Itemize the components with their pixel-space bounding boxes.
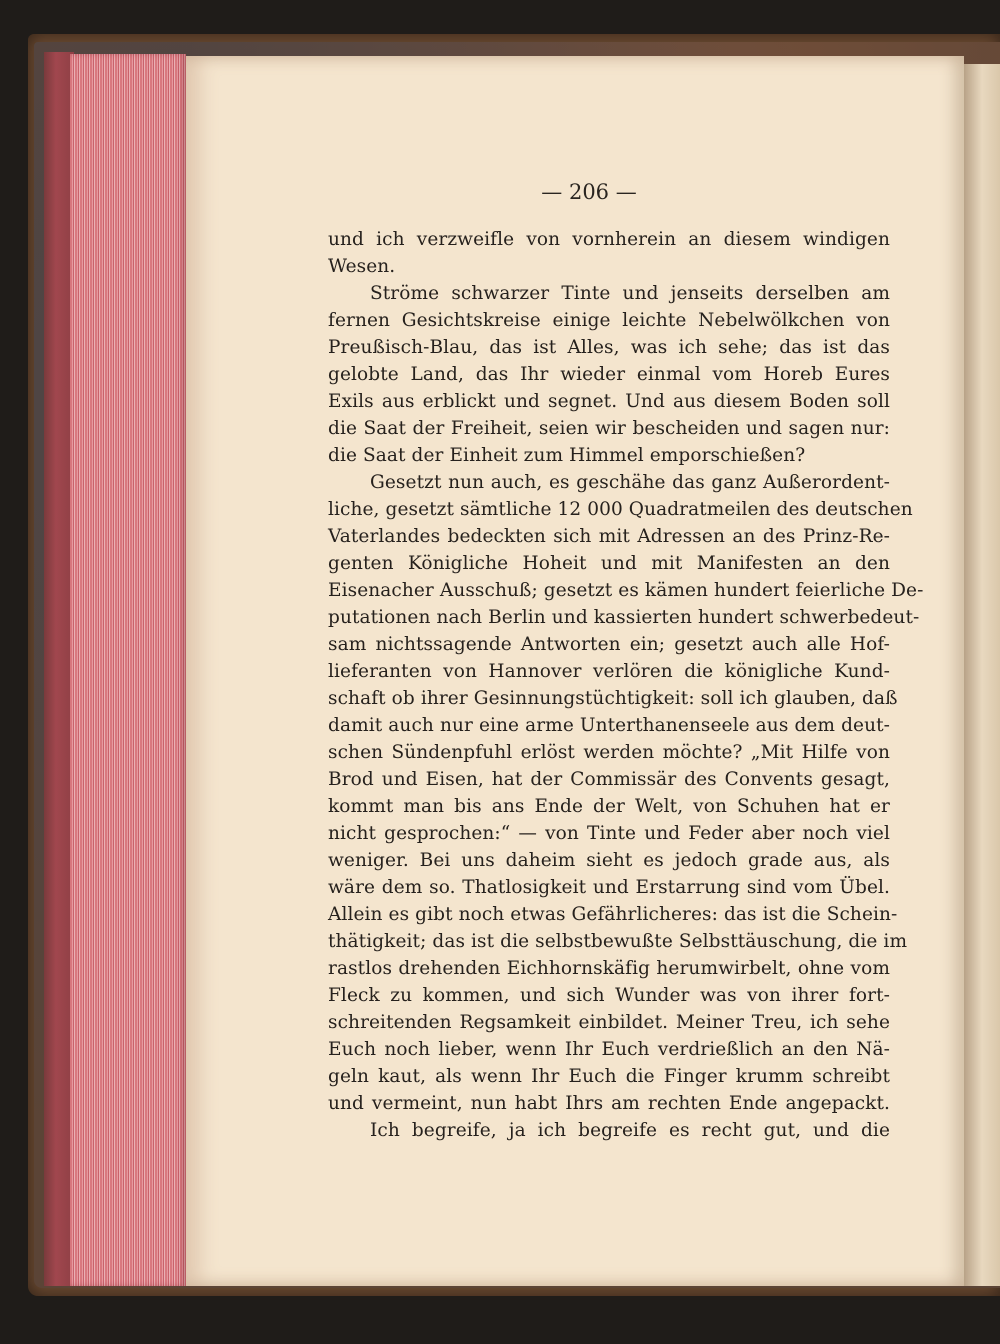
text-line: Ströme schwarzer Tinte und jenseits derselben am	[370, 283, 890, 304]
text-line: genten Königliche Hoheit und mit Manifesten an den	[328, 553, 890, 574]
text-line: Fleck zu kommen, und sich Wunder was von ihrer fort-	[328, 985, 890, 1006]
text-line: thätigkeit; das ist die selbstbewußte Selbsttäuschung, die im	[328, 931, 908, 952]
text-line: putationen nach Berlin und kassierten hundert schwerbedeut-	[328, 607, 920, 628]
text-line: schreitenden Regsamkeit einbildet. Meiner Treu, ich sehe	[328, 1012, 890, 1033]
text-line: schen Sündenpfuhl erlöst werden möchte? „Mit Hilfe von	[328, 742, 890, 763]
text-line: lieferanten von Hannover verlören die königliche Kund-	[328, 661, 890, 682]
text-line: Ich begreife, ja ich begreife es recht gut, und die	[370, 1120, 890, 1141]
text-line: Exils aus erblickt und segnet. Und aus diesem Boden soll	[328, 391, 890, 412]
text-line: Wesen.	[328, 256, 396, 277]
body-text	[328, 226, 924, 1144]
text-line: sam nichtssagende Antworten ein; gesetzt auch alle Hof-	[328, 634, 890, 655]
text-line: Eisenacher Ausschuß; gesetzt es kämen hundert feierliche De-	[328, 580, 924, 601]
text-line: die Saat der Einheit zum Himmel emporschießen?	[328, 445, 806, 466]
text-line: kommt man bis ans Ende der Welt, von Schuhen hat er	[328, 796, 890, 817]
text-line: fernen Gesichtskreise einige leichte Nebelwölkchen von	[328, 310, 890, 331]
text-line: weniger. Bei uns daheim sieht es jedoch grade aus, als	[328, 850, 890, 871]
text-line: und vermeint, nun habt Ihrs am rechten Ende angepackt.	[328, 1093, 890, 1114]
text-line: wäre dem so. Thatlosigkeit und Erstarrung sind vom Übel.	[328, 877, 890, 898]
text-line: Preußisch-Blau, das ist Alles, was ich sehe; das ist das	[328, 337, 890, 358]
book-page	[186, 56, 964, 1286]
text-line: die Saat der Freiheit, seien wir bescheiden und sagen nur:	[328, 418, 890, 439]
page-number: — 206 —	[541, 180, 637, 204]
facing-page-edge	[964, 64, 1000, 1286]
text-line: Allein es gibt noch etwas Gefährlicheres: das ist die Schein-	[328, 904, 898, 925]
text-line: nicht gesprochen:“ — von Tinte und Feder aber noch viel	[328, 823, 890, 844]
text-line: liche, gesetzt sämtliche 12 000 Quadratmeilen des deutschen	[328, 499, 913, 520]
text-line: gelobte Land, das Ihr wieder einmal vom Horeb Eures	[328, 364, 890, 385]
text-line: Vaterlandes bedeckten sich mit Adressen an des Prinz-Re-	[328, 526, 890, 547]
text-line: Gesetzt nun auch, es geschähe das ganz Außerordent-	[370, 472, 890, 493]
text-line: geln kaut, als wenn Ihr Euch die Finger krumm schreibt	[328, 1066, 890, 1087]
text-line: Euch noch lieber, wenn Ihr Euch verdrießlich an den Nä-	[328, 1039, 890, 1060]
text-line: rastlos drehenden Eichhornskäfig herumwirbelt, ohne vom	[328, 958, 890, 979]
text-line: und ich verzweifle von vornherein an diesem windigen	[328, 229, 890, 250]
page-edges	[70, 54, 186, 1286]
text-line: damit auch nur eine arme Unterthanenseele aus dem deut-	[328, 715, 890, 736]
text-line: schaft ob ihrer Gesinnungstüchtigkeit: soll ich glauben, daß	[328, 688, 898, 709]
text-line: Brod und Eisen, hat der Commissär des Convents gesagt,	[328, 769, 890, 790]
